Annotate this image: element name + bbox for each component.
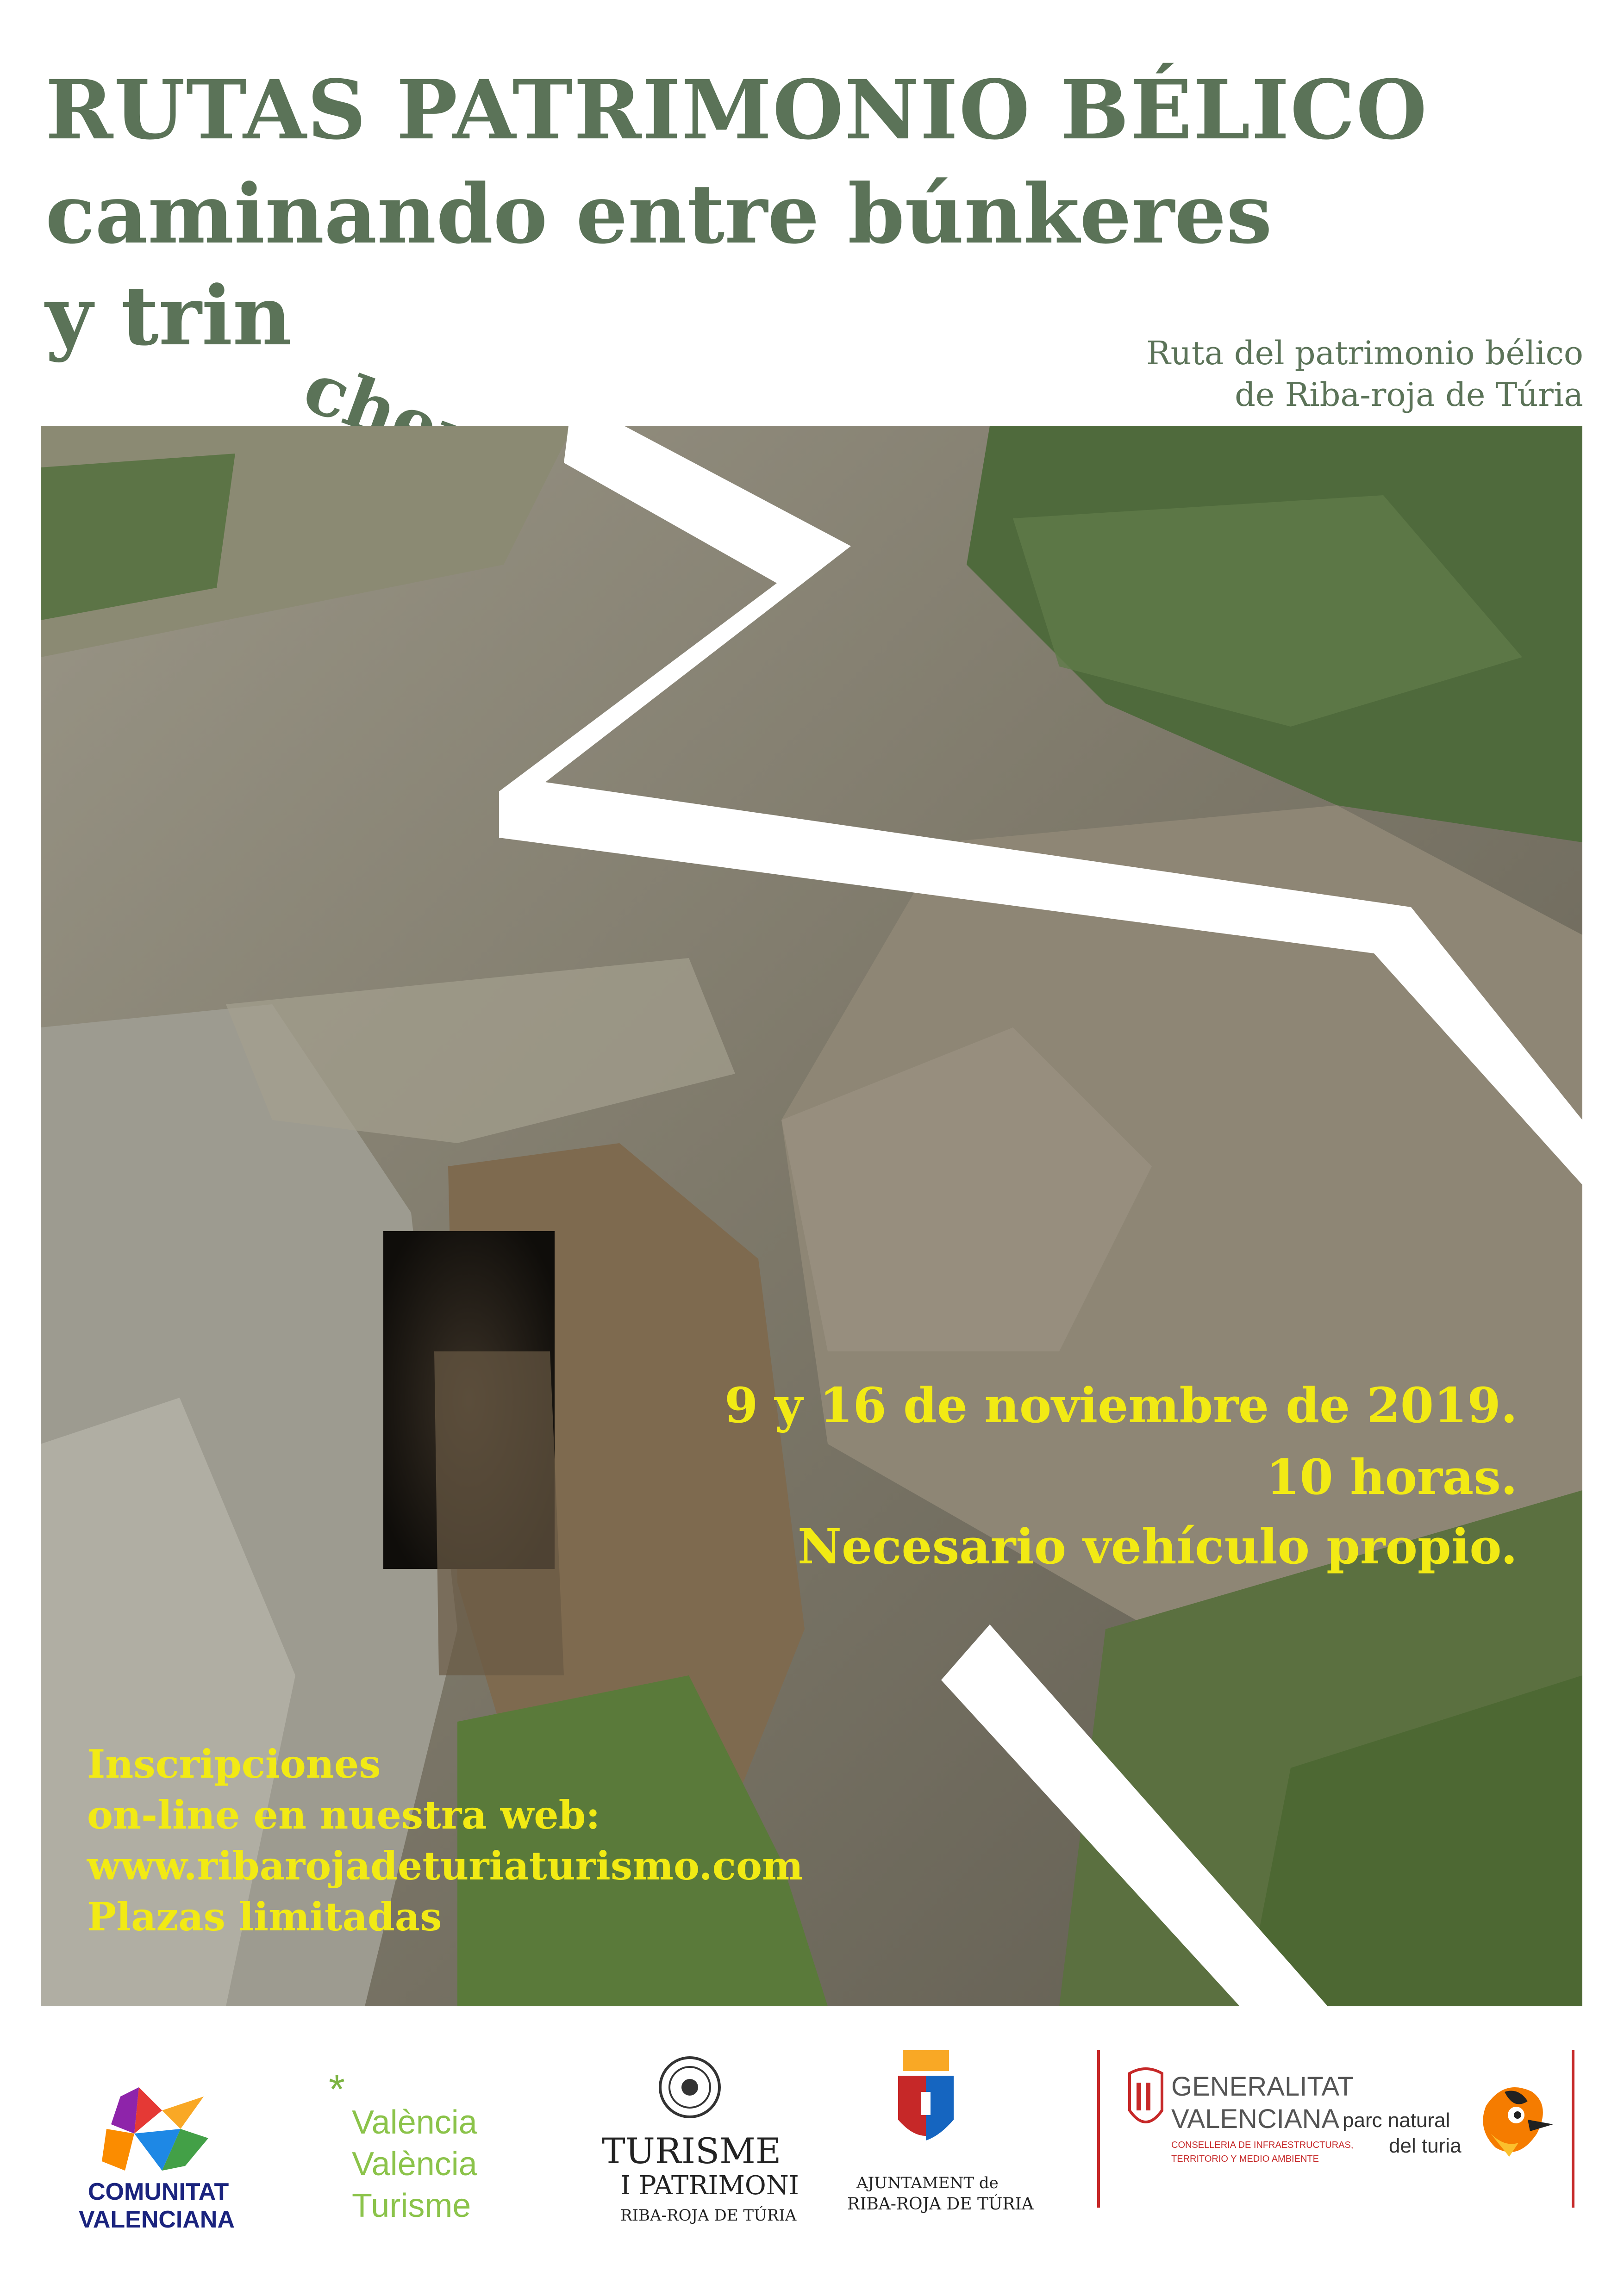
parc-line-1: parc natural	[1343, 2109, 1450, 2132]
registration-heading: Inscripciones	[87, 1741, 381, 1787]
generalitat-logo	[1125, 2064, 1354, 2212]
registration-url[interactable]: www.ribarojadeturiaturismo.com	[87, 1843, 803, 1889]
event-note: Necesario vehículo propio.	[797, 1518, 1518, 1575]
turisme-line-1: TURISME	[602, 2130, 781, 2172]
turisme-patrimoni-logo	[593, 2055, 799, 2249]
subtitle-line-2: de Riba-roja de Túria	[1235, 376, 1583, 414]
comunitat-line-2: VALENCIANA	[79, 2206, 235, 2233]
comunitat-valenciana-emblem	[69, 2069, 245, 2175]
ajuntament-line-1: AJUNTAMENT de	[856, 2174, 999, 2192]
registration-online: on-line en nuestra web:	[87, 1792, 600, 1838]
valencia-line-2: València	[352, 2146, 477, 2183]
event-dates: 9 y 16 de noviembre de 2019.	[724, 1377, 1518, 1434]
comunitat-line-1: COMUNITAT	[88, 2178, 229, 2205]
registration-limited: Plazas limitadas	[87, 1894, 442, 1940]
parc-line-2: del turia	[1389, 2134, 1462, 2157]
divider-left	[1097, 2050, 1100, 2208]
ajuntament-logo	[843, 2050, 1034, 2245]
generalitat-line-2: VALENCIANA	[1171, 2104, 1340, 2134]
generalitat-emblem-icon	[1125, 2064, 1167, 2138]
valencia-line-1: València	[352, 2104, 477, 2141]
title-line-1: RUTAS PATRIMONIO BÉLICO	[45, 62, 1428, 158]
seal-icon	[657, 2055, 722, 2120]
title-line-3: y trin	[45, 268, 292, 364]
divider-right	[1572, 2050, 1574, 2208]
subtitle-line-1: Ruta del patrimonio bélico	[1146, 334, 1583, 372]
generalitat-line-3: CONSELLERIA DE INFRAESTRUCTURAS,	[1171, 2140, 1354, 2150]
generalitat-line-4: TERRITORIO Y MEDIO AMBIENTE	[1171, 2154, 1319, 2164]
event-time: 10 horas.	[1266, 1449, 1518, 1506]
valencia-line-3: Turisme	[352, 2187, 471, 2224]
generalitat-line-1: GENERALITAT	[1171, 2072, 1354, 2102]
turisme-line-2: I PATRIMONI	[620, 2171, 799, 2201]
ajuntament-line-2: RIBA-ROJA DE TÚRIA	[847, 2195, 1034, 2214]
parc-natural-logo	[1343, 2092, 1551, 2194]
turisme-line-3: RIBA-ROJA DE TÚRIA	[620, 2206, 797, 2225]
coat-of-arms-icon	[893, 2050, 958, 2152]
comunitat-valenciana-logo	[69, 2069, 245, 2235]
title-line-2: caminando entre búnkeres	[45, 166, 1272, 262]
valencia-turisme-logo	[329, 2066, 514, 2235]
asterisk-icon: *	[329, 2066, 345, 2113]
bird-icon	[1477, 2078, 1555, 2166]
